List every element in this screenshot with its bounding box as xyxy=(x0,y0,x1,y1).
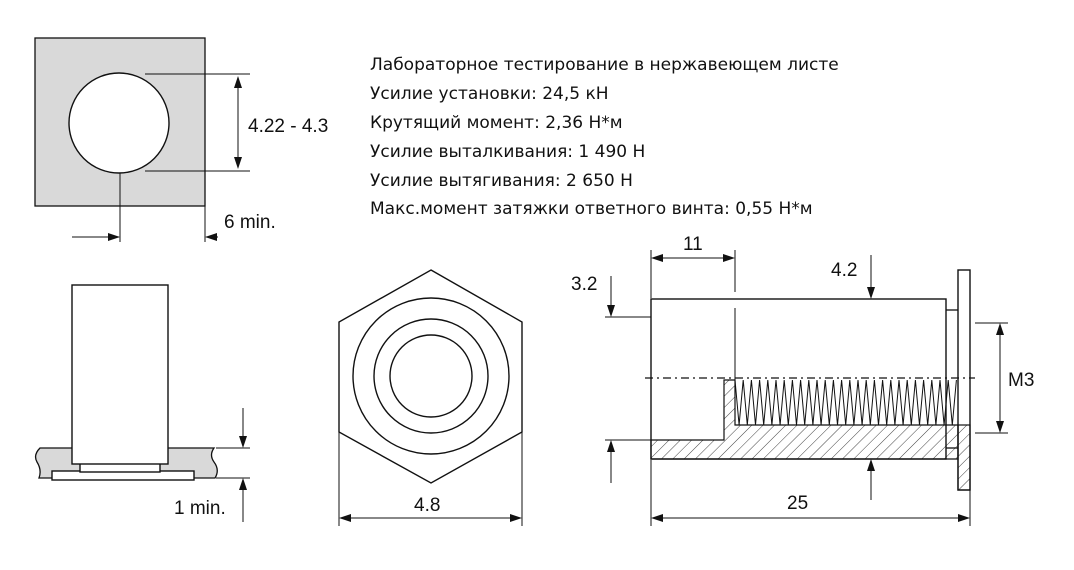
bore-inner-circle xyxy=(390,335,472,417)
spec-line: Усилие установки: 24,5 кН xyxy=(370,84,609,104)
spec-line: Макс.момент затяжки ответного винта: 0,55 Н*м xyxy=(370,199,813,219)
spec-line: Усилие выталкивания: 1 490 Н xyxy=(370,142,646,162)
spec-line: Лабораторное тестирование в нержавеющем листе xyxy=(370,55,839,75)
installed-view xyxy=(36,285,250,522)
step-height-label: 3.2 xyxy=(571,274,598,295)
hex-view xyxy=(339,270,522,526)
hole-diameter-label: 4.22 - 4.3 xyxy=(248,116,329,137)
sheet-thickness-label: 1 min. xyxy=(174,498,226,519)
mounting-hole xyxy=(69,73,169,173)
edge-distance-label: 6 min. xyxy=(224,212,276,233)
hole-view xyxy=(35,38,328,242)
thread-size-label: M3 xyxy=(1008,370,1035,391)
thread-length-label: 11 xyxy=(683,234,703,255)
body-diameter-label: 4.2 xyxy=(831,260,858,281)
specs-block xyxy=(370,55,839,219)
hex-width-label: 4.8 xyxy=(414,495,441,516)
section-view xyxy=(571,234,1034,526)
standoff-body xyxy=(72,285,168,464)
overall-length-label: 25 xyxy=(787,493,809,514)
spec-line: Крутящий момент: 2,36 Н*м xyxy=(370,113,623,133)
spec-line: Усилие вытягивания: 2 650 Н xyxy=(370,171,633,191)
